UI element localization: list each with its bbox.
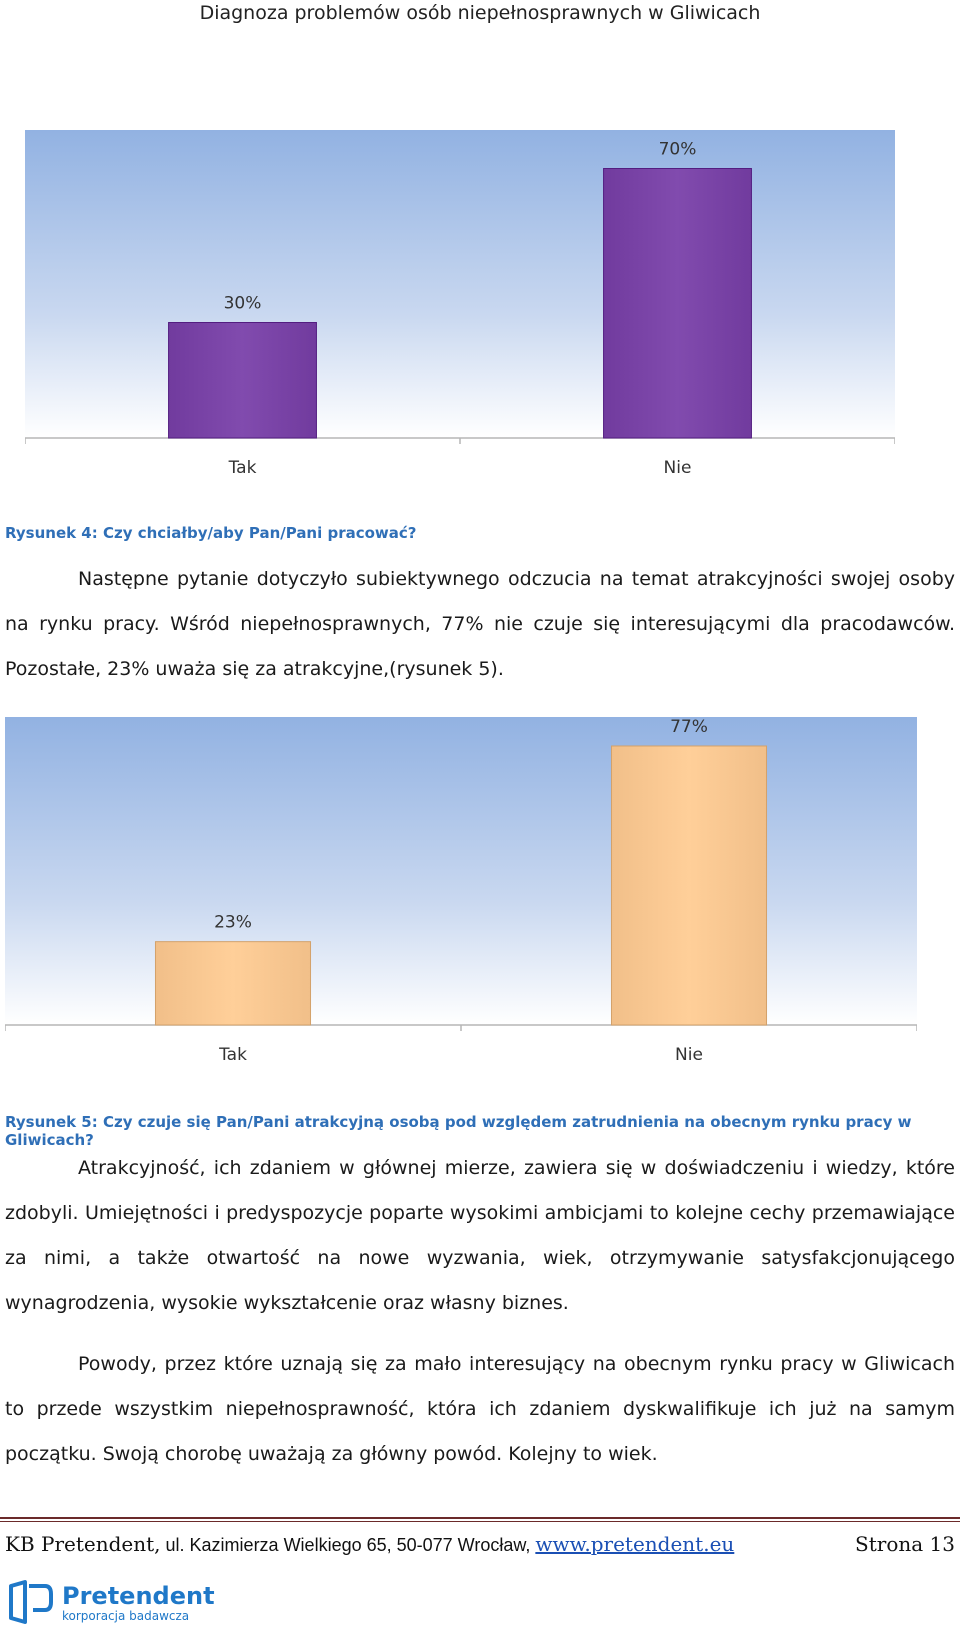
logo-subtitle: korporacja badawcza	[62, 1609, 190, 1623]
bar-tak	[155, 942, 310, 1025]
bar-nie	[604, 169, 752, 439]
paragraph-1-text: Następne pytanie dotyczyło subiektywnego odczucia na temat atrakcyjności swojej osoby na rynku pracy. Wśród niepełnosprawnych, 77% nie czuje się interesującymi dla pracodawców. Pozostałe, 23% uważa się za atrakcyjne,(rysunek 5).	[5, 568, 955, 680]
plot-background	[5, 717, 917, 1025]
figure-4-caption: Rysunek 4: Czy chciałby/aby Pan/Pani pracować?	[5, 524, 417, 542]
plot-background	[25, 130, 895, 438]
figure-4-chart	[25, 130, 895, 490]
data-label: 77%	[670, 717, 708, 737]
category-label: Tak	[228, 458, 257, 478]
data-label: 70%	[658, 139, 697, 160]
category-label: Nie	[663, 458, 692, 478]
data-label: 30%	[223, 293, 262, 314]
footer-website-link[interactable]: www.pretendent.eu	[535, 1532, 735, 1556]
category-label: Nie	[675, 1045, 703, 1065]
logo-wordmark	[62, 1583, 215, 1623]
footer-rule-thin	[0, 1521, 960, 1522]
figure-4-svg	[25, 130, 895, 490]
pretendent-logo-icon	[5, 1578, 55, 1628]
bar-nie	[611, 746, 766, 1025]
figure-5-caption: Rysunek 5: Czy czuje się Pan/Pani atrakcyjną osobą pod względem zatrudnienia na obecnym rynku pracy w Gliwicach?	[5, 1113, 912, 1149]
footer-rule-thick	[0, 1517, 960, 1519]
category-label: Tak	[219, 1045, 247, 1065]
footer	[5, 1527, 955, 1561]
figure-5-chart	[5, 717, 917, 1077]
paragraph-3	[5, 1342, 955, 1477]
bar-tak	[169, 323, 317, 439]
footer-address: ul. Kazimierza Wielkiego 65, 50-077 Wrocław,	[160, 1535, 536, 1555]
figure-5-svg	[5, 717, 917, 1077]
page-number: Strona 13	[855, 1532, 955, 1556]
paragraph-1	[5, 557, 955, 692]
paragraph-2	[5, 1146, 955, 1326]
page-header-title: Diagnoza problemów osób niepełnosprawnych w Gliwicach	[199, 2, 761, 24]
paragraph-3-text: Powody, przez które uznają się za mało interesujący na obecnym rynku pracy w Gliwicach to przede wszystkim niepełnosprawność, która ich zdaniem dyskwalifikuje ich już na samym początku. Swoją chorobę uważają za główny powód. Kolejny to wiek.	[5, 1353, 955, 1465]
footer-brand: KB Pretendent,	[5, 1532, 161, 1556]
paragraph-2-text: Atrakcyjność, ich zdaniem w głównej mierze, zawiera się w doświadczeniu i wiedzy, które zdobyli. Umiejętności i predyspozycje poparte wysokimi ambicjami to kolejne cechy przemawiające za nimi, a także otwartość na nowe wyzwania, wiek, otrzymywanie satysfakcjonującego wynagrodzenia, wysokie wykształcenie oraz własny biznes.	[5, 1157, 955, 1314]
logo-name: Pretendent	[62, 1582, 215, 1610]
data-label: 23%	[214, 912, 252, 933]
